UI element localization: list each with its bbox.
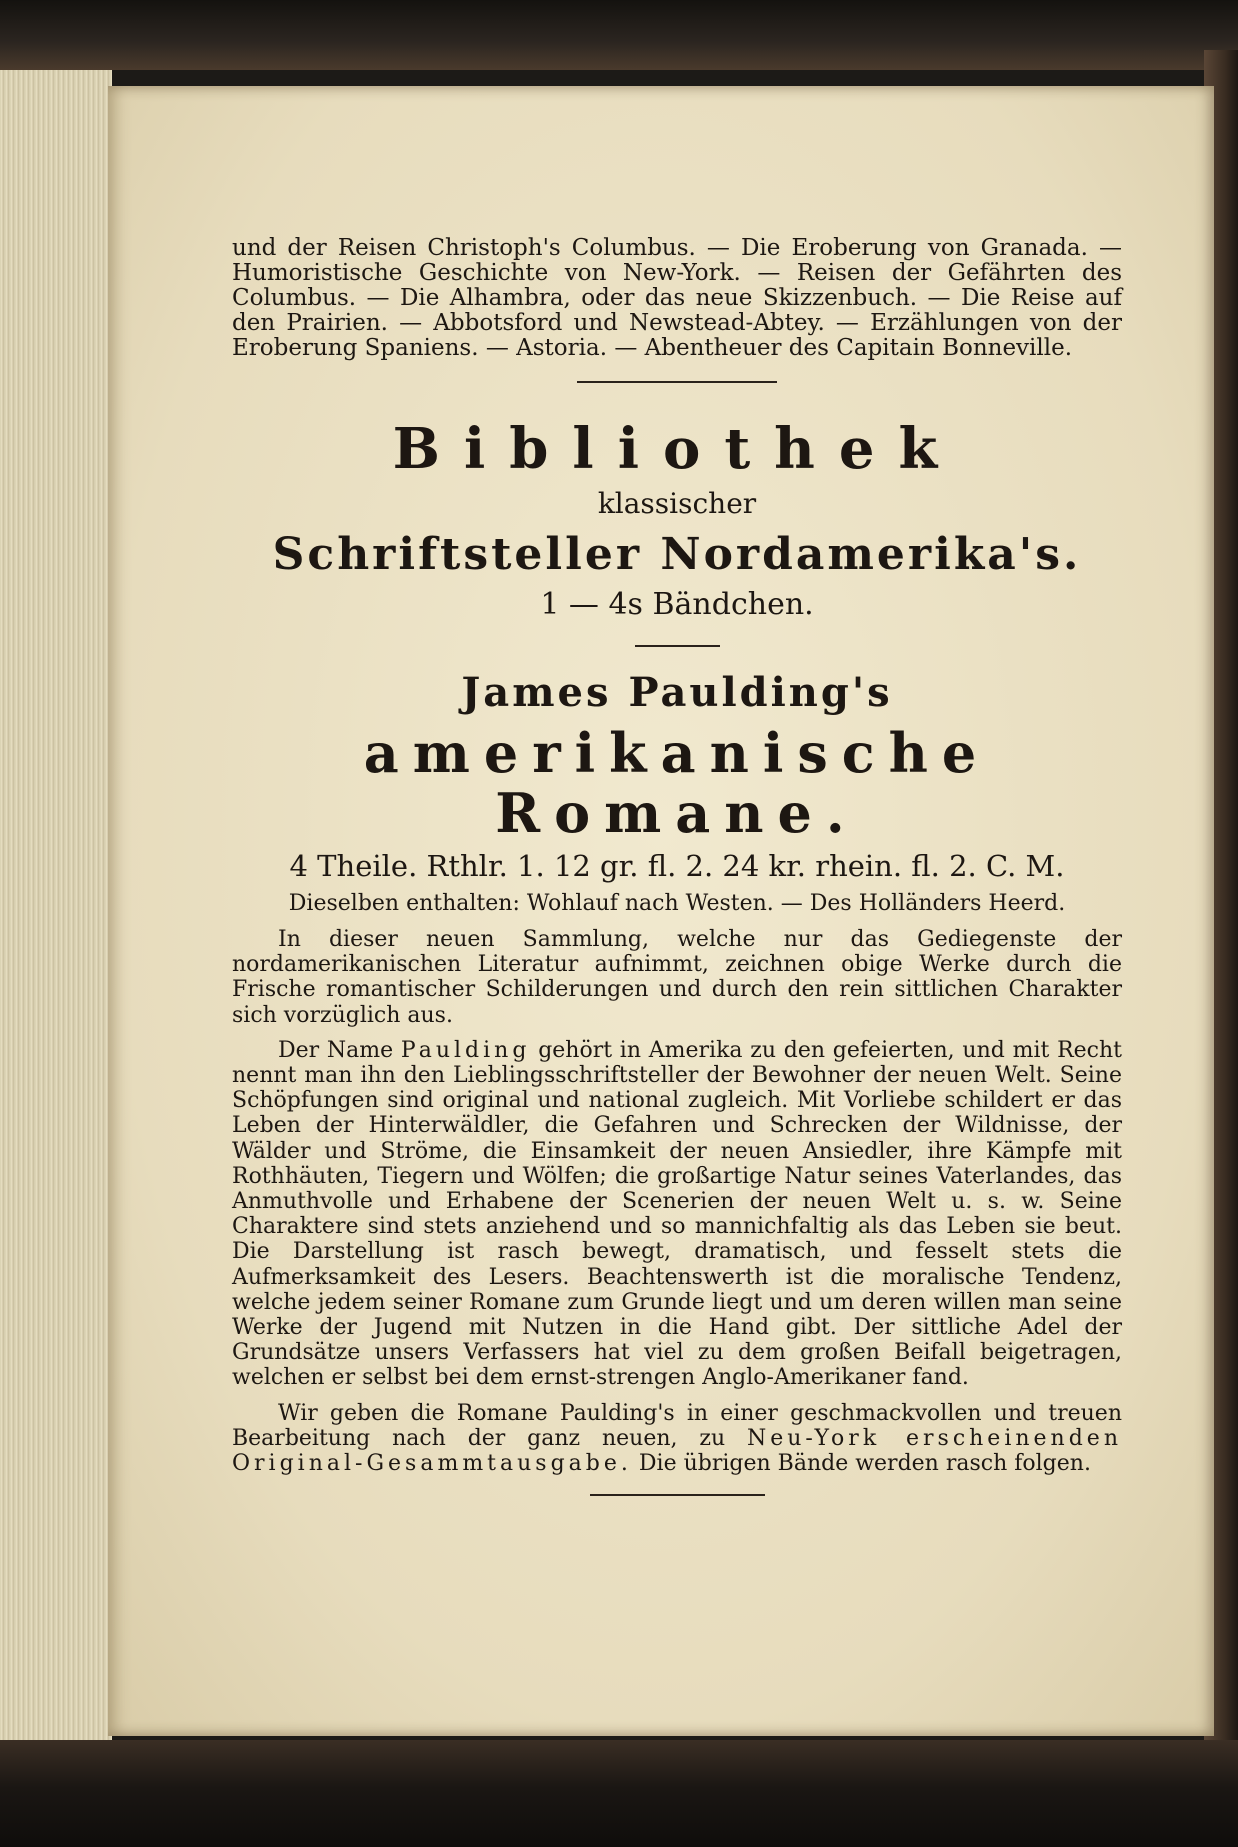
divider-rule xyxy=(635,645,720,647)
edition-name-spaced: Neu-York erscheinenden Original-Gesammtausgabe. xyxy=(232,1425,1122,1477)
page-stack-edges xyxy=(0,70,112,1750)
paragraph-text: Der Name xyxy=(278,1037,394,1063)
intro-paragraph: und der Reisen Christoph's Columbus. — Die Eroberung von Granada. — Humoristische Geschichte von New-York. — Reisen der Gefährten des Columbus. — Die Alhambra, oder das neue Skizzenbuch. — Die Reise auf den Prairien. — Abbotsford und Newstead-Abtey. — Erzählungen von der Eroberung Spaniens. — Astoria. — Abentheuer des Capitain Bonneville. xyxy=(232,235,1122,361)
paragraph-text: Wir geben die Romane Paulding's in einer geschmackvollen und treuen Bearbeitung nach der ganz neuen, zu xyxy=(232,1400,1122,1451)
page-content xyxy=(232,236,1122,1496)
work-author: James Paulding's xyxy=(461,669,893,716)
series-title: Bibliothek xyxy=(392,416,962,482)
divider-rule xyxy=(577,381,777,383)
work-title: amerikanische Romane. xyxy=(363,721,991,845)
series-subtitle-small: klassischer xyxy=(597,487,757,520)
scan-background-bottom xyxy=(0,1740,1238,1847)
description-paragraph-3 xyxy=(232,1401,1122,1477)
book-page xyxy=(108,86,1214,1736)
divider-rule xyxy=(590,1494,765,1496)
paragraph-text: gehört in Amerika zu den gefeierten, und mit Recht nennt man ihn den Lieblingsschriftsteller der Bewohner der neuen Welt. Seine Schöpfungen sind original und national zugleich. Mit Vorliebe schildert er das Leben der Hinterwäldler, die Gefahren und Schrecken der Wildnisse, der Wälder und Ströme, die Einsamkeit der neuen Ansiedler, ihre Kämpfe mit Rothhäuten, Tiegern und Wölfen; die großartige Natur seines Vaterlandes, das Anmuthvolle und Erhabene der Scenerien der neuen Welt u. s. w. Seine Charaktere sind stets anziehend und so mannichfaltig als das Leben sie beut. Die Darstellung ist rasch bewegt, dramatisch, und fesselt stets die Aufmerksamkeit des Lesers. Beachtenswerth ist die moralische Tendenz, welche jedem seiner Romane zum Grunde liegt und um deren willen man seine Werke der Jugend mit Nutzen in die Hand gibt. Der sittliche Adel der Grundsätze unsers Verfassers hat viel zu dem großen Beifall beigetragen, welchen er selbst bei dem ernst-strengen Anglo-Amerikaner fand. xyxy=(232,1037,1122,1391)
author-name-spaced: Paulding xyxy=(400,1037,531,1063)
paragraph-text: Die übrigen Bände werden rasch folgen. xyxy=(638,1451,1091,1477)
work-contents: Dieselben enthalten: Wohlauf nach Westen. — Des Holländers Heerd. xyxy=(288,891,1066,916)
scan-background-top xyxy=(0,0,1238,70)
work-price: 4 Theile. Rthlr. 1. 12 gr. fl. 2. 24 kr. rhein. fl. 2. C. M. xyxy=(289,849,1065,883)
series-volumes: 1 — 4s Bändchen. xyxy=(540,587,814,622)
description-paragraph-1: In dieser neuen Sammlung, welche nur das Gediegenste der nordamerikanischen Literatur aufnimmt, zeichnen obige Werke durch die Frische romantischer Schilderungen und durch den rein sittlichen Charakter sich vorzüglich aus. xyxy=(232,927,1122,1028)
series-subtitle-large: Schriftsteller Nordamerika's. xyxy=(272,529,1082,580)
description-paragraph-2 xyxy=(232,1038,1122,1391)
